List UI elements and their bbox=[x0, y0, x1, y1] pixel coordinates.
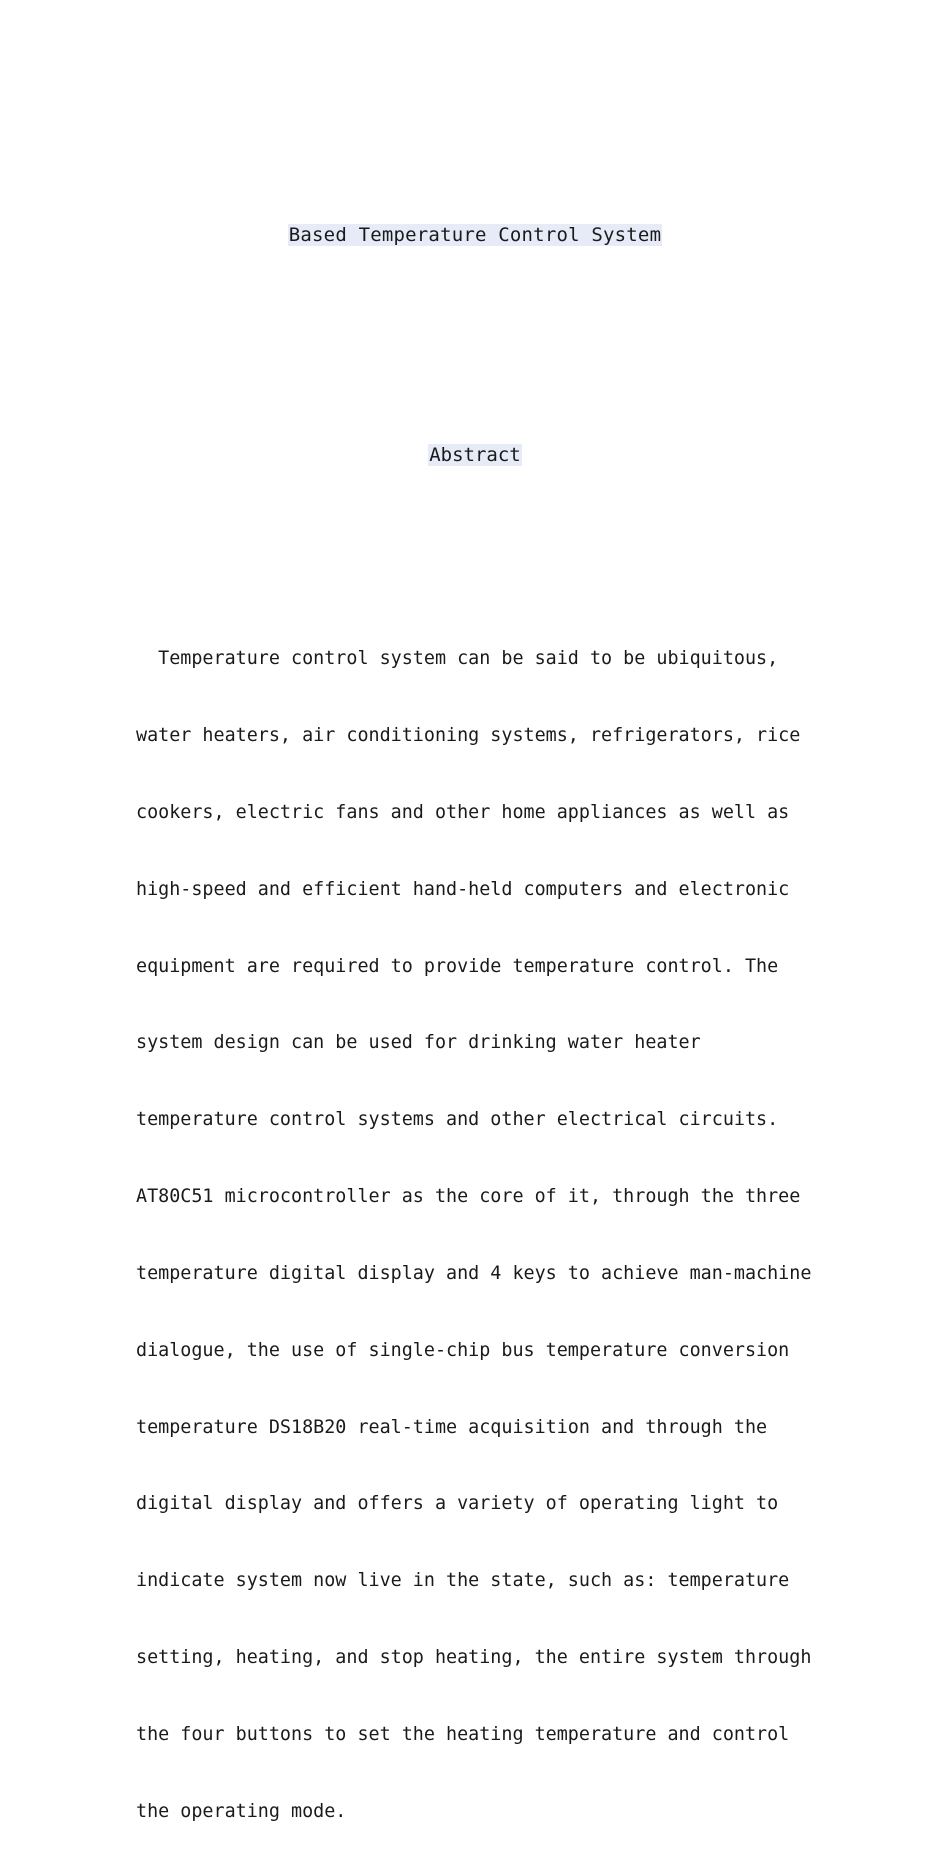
abstract-line: water heaters, air conditioning systems, refrigerators, rice bbox=[136, 725, 801, 747]
abstract-line: setting, heating, and stop heating, the entire system through bbox=[136, 1646, 812, 1668]
abstract-line: digital display and offers a variety of operating light to bbox=[136, 1493, 779, 1515]
abstract-line: system design can be used for drinking water heater bbox=[136, 1032, 701, 1054]
abstract-line: high-speed and efficient hand-held computers and electronic bbox=[136, 878, 790, 900]
document-title bbox=[0, 222, 950, 248]
abstract-heading-text: Abstract bbox=[429, 444, 521, 466]
abstract-line: the four buttons to set the heating temperature and control bbox=[136, 1723, 790, 1745]
abstract-line: Temperature control system can be said to be ubiquitous, bbox=[136, 648, 779, 670]
abstract-line: the operating mode. bbox=[136, 1800, 347, 1822]
abstract-heading bbox=[0, 442, 950, 468]
document-title-text: Based Temperature Control System bbox=[288, 224, 662, 246]
abstract-line: temperature control systems and other electrical circuits. bbox=[136, 1109, 779, 1131]
abstract-line: temperature digital display and 4 keys to achieve man-machine bbox=[136, 1262, 812, 1284]
abstract-line: equipment are required to provide temperature control. The bbox=[136, 955, 779, 977]
abstract-line: cookers, electric fans and other home appliances as well as bbox=[136, 802, 790, 824]
abstract-line: AT80C51 microcontroller as the core of it, through the three bbox=[136, 1186, 801, 1208]
abstract-line: temperature DS18B20 real-time acquisition and through the bbox=[136, 1416, 768, 1438]
abstract-line: indicate system now live in the state, such as: temperature bbox=[136, 1570, 790, 1592]
abstract-body bbox=[136, 602, 856, 1869]
abstract-line: dialogue, the use of single-chip bus temperature conversion bbox=[136, 1339, 790, 1361]
